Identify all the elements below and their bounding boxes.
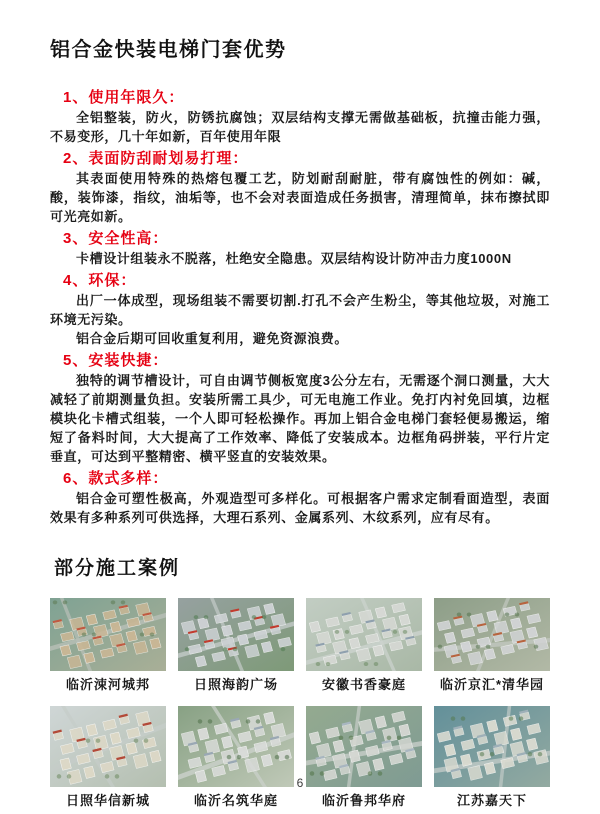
section-heading-6: 6、款式多样： <box>63 470 169 487</box>
case-caption: 临沂京汇*清华园 <box>439 677 545 692</box>
case-item <box>306 598 422 694</box>
case-caption: 临沂名筑华庭 <box>193 793 278 808</box>
case-item <box>50 598 166 694</box>
case-caption: 安徽书香豪庭 <box>321 677 406 692</box>
case-caption: 临沂涑河城邦 <box>65 677 150 692</box>
case-item <box>178 598 294 694</box>
section-paragraph: 铝合金可塑性极高，外观造型可多样化。可根据客户需求定制看面造型，表面效果有多种系列可供选择，大理石系列、金属系列、木纹系列，应有尽有。 <box>50 491 550 525</box>
page-title: 铝合金快装电梯门套优势 <box>50 39 287 61</box>
building-aerial-thumbnail <box>178 598 294 671</box>
building-aerial-thumbnail <box>178 706 294 787</box>
gallery-heading: 部分施工案例 <box>54 558 181 579</box>
building-aerial-thumbnail <box>50 706 166 787</box>
section-heading-5: 5、安装快捷： <box>63 352 169 369</box>
case-caption: 江苏嘉天下 <box>456 793 527 808</box>
gallery-row-2 <box>50 706 550 810</box>
section-paragraph: 出厂一体成型，现场组装不需要切割.打孔不会产生粉尘，等其他垃圾，对施工环境无污染。 <box>50 293 550 327</box>
case-item <box>50 706 166 810</box>
section-heading-2: 2、表面防刮耐划易打理： <box>63 150 249 167</box>
section-paragraph: 铝合金后期可回收重复利用，避免资源浪费。 <box>76 331 349 346</box>
section-paragraph: 其表面使用特殊的热熔包覆工艺，防划耐刮耐脏，带有腐蚀性的例如：碱，酸，装饰漆，指纹，油垢等，也不会对表面造成任务损害，清理简单，抹布擦拭即可光亮如新。 <box>50 171 550 224</box>
section-heading-4: 4、环保： <box>63 272 137 289</box>
case-item <box>434 706 550 810</box>
page-number: 6 <box>296 776 304 790</box>
section-paragraph: 全铝整装，防火，防锈抗腐蚀；双层结构支撑无需做基础板，抗撞击能力强，不易变形，几十年如新，百年使用年限 <box>50 110 550 144</box>
section-paragraph: 卡槽设计组装永不脱落，杜绝安全隐患。双层结构设计防冲击力度1000N <box>76 251 512 266</box>
section-paragraph: 独特的调节槽设计，可自由调节侧板宽度3公分左右，无需逐个洞口测量，大大减轻了前期测量负担。安装所需工具少，可无电施工作业。免打内衬免回填，边框模块化卡槽式组装，一个人即可轻松操作。再加上铝合金电梯门套轻便易搬运，缩短了备料时间，大大提高了工作效率、降低了安装成本。边框角码拼装，平行片定垂直，可达到平整精密、横平竖直的安装效果。 <box>50 373 550 464</box>
building-aerial-thumbnail <box>50 598 166 671</box>
gallery-row-1 <box>50 598 550 694</box>
section-heading-1: 1、使用年限久： <box>63 89 185 106</box>
building-aerial-thumbnail <box>306 706 422 787</box>
case-item <box>434 598 550 694</box>
case-caption: 日照华信新城 <box>65 793 150 808</box>
case-caption: 日照海韵广场 <box>193 677 278 692</box>
building-aerial-thumbnail <box>434 706 550 787</box>
case-caption: 临沂鲁邦华府 <box>321 793 406 808</box>
building-aerial-thumbnail <box>434 598 550 671</box>
case-item <box>178 706 294 810</box>
building-aerial-thumbnail <box>306 598 422 671</box>
section-heading-3: 3、安全性高： <box>63 230 169 247</box>
case-item <box>306 706 422 810</box>
